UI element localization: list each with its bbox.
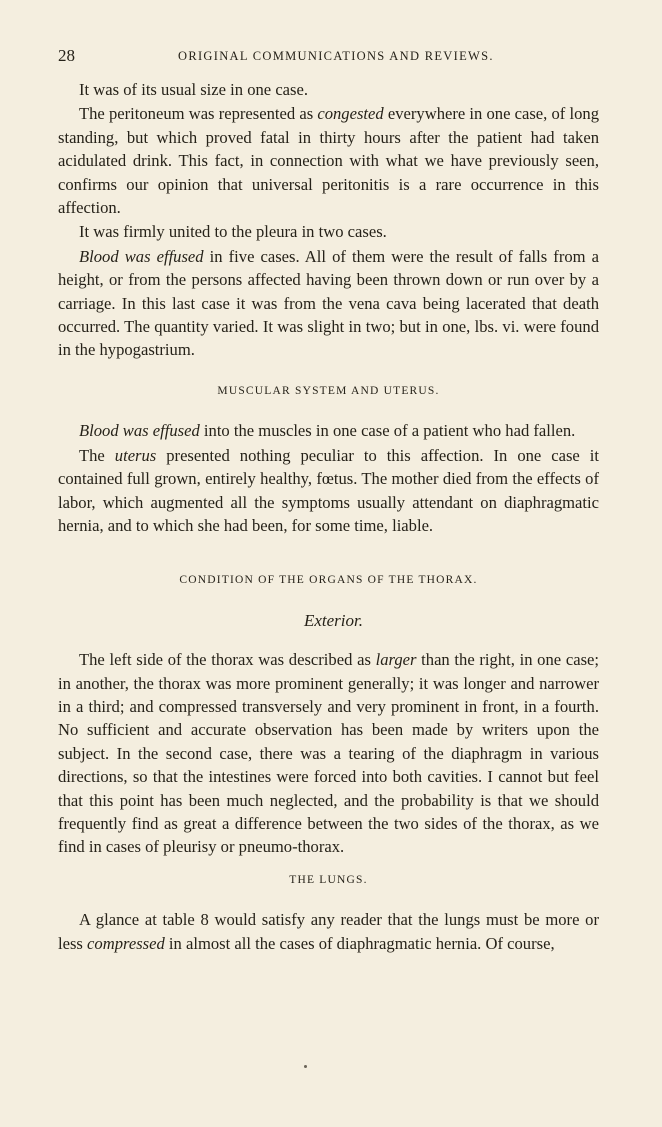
emphasis-congested: congested <box>317 104 384 124</box>
subheading-exterior: Exterior. <box>303 610 364 630</box>
paragraph-blood-effused: Blood was effused in five cases. All of them were the result of falls from a height, or from the persons affected having been thrown down or run over by a carriage. In this last case it was from the vena cava being lacerated that death occurred. The quantity varied. It was slight in two; but in one, lbs. vi. were found in the hypogastrium. <box>58 246 599 360</box>
paragraph-pleura: It was firmly united to the pleura in two cases. <box>79 222 387 242</box>
body-text <box>58 78 599 955</box>
emphasis-blood-was-effused-2: Blood was effused <box>79 421 200 441</box>
paragraph-thorax-exterior: The left side of the thorax was described as larger than the right, in one case; in another, the thorax was more prominent generally; it was longer and narrower in a third; and compressed transversely and very prominent in front, in a fourth. No sufficient and accurate observation has been made by writers upon the subject. In the second case, there was a tearing of the diaphragm in various directions, so that the intestines were forced into both cavities. I cannot but feel that this point has been much neglected, and the probability is that we should frequently find as great a difference between the two sides of the thorax, as we find in cases of pleurisy or pneumo-thorax. <box>58 650 599 857</box>
paragraph-lungs: A glance at table 8 would satisfy any reader that the lungs must be more or less compressed in almost all the cases of diaphragmatic hernia. Of course, <box>58 910 599 953</box>
paragraph-muscles: Blood was effused into the muscles in one case of a patient who had fallen. <box>79 421 576 441</box>
section-heading-lungs: THE LUNGS. <box>289 873 368 886</box>
section-heading-thorax: CONDITION OF THE ORGANS OF THE THORAX. <box>179 574 478 587</box>
paragraph-uterus: The uterus presented nothing peculiar to this affection. In one case it contained full grown, entirely healthy, fœtus. The mother died from the effects of labor, which augmented all the symptoms usually attendant on diaphragmatic hernia, and to which she had been, for some time, liable. <box>58 445 599 535</box>
running-head: ORIGINAL COMMUNICATIONS AND REVIEWS. <box>178 49 494 63</box>
paragraph-peritoneum: The peritoneum was represented as congested everywhere in one case, of long standing, but which proved fatal in thirty hours after the patient had taken acidulated drink. This fact, in connection with what we have previously seen, confirms our opinion that universal peritonitis is a rare occurrence in this affection. <box>58 104 599 218</box>
emphasis-blood-was-effused: Blood was effused <box>79 246 204 266</box>
paper-speck <box>304 1065 307 1068</box>
page-number: 28 <box>58 46 75 65</box>
paragraph-liver-size: It was of its usual size in one case. <box>79 80 309 99</box>
page-header <box>58 46 598 68</box>
emphasis-uterus: uterus <box>114 445 157 465</box>
section-heading-muscular: MUSCULAR SYSTEM AND UTERUS. <box>217 384 440 397</box>
emphasis-compressed: compressed <box>87 933 165 953</box>
emphasis-larger: larger <box>375 650 417 670</box>
